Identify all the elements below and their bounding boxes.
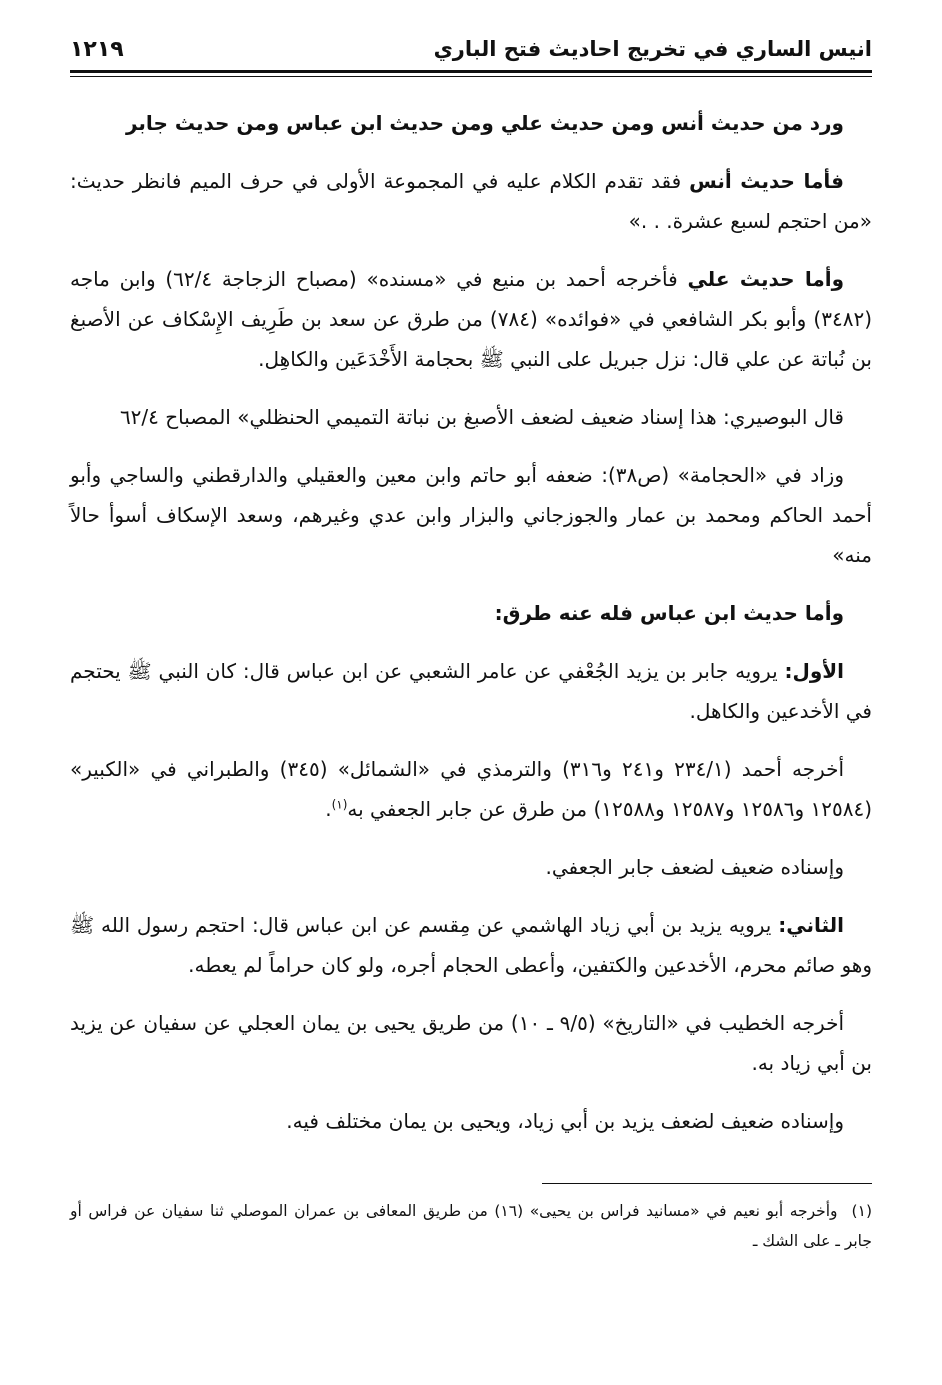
paragraph-ahmad (70, 749, 872, 829)
paragraph-ibn-abbas-heading (70, 593, 872, 633)
paragraph-second-route (70, 905, 872, 985)
text-second: يرويه يزيد بن أبي زياد الهاشمي عن مِقسم عن ابن عباس قال: احتجم رسول الله ﷺ وهو صائم محرم، الأخدعين والكتفين، وأعطى الحجام أجره، ولو كان حراماً لم يعطه. (70, 913, 872, 977)
text-khatib: أخرجه الخطيب في «التاريخ» (٩/٥ ـ ١٠) من طريق يحيى بن يمان العجلي عن سفيان عن يزيد بن أبي زياد به. (70, 1011, 872, 1075)
text-ahmad: أخرجه أحمد (٢٣٤/١ و٢٤١ و٣١٦) والترمذي في «الشمائل» (٣٤٥) والطبراني في «الكبير» (١٢٥٨٤ و١٢٥٨٦ و١٢٥٨٧ و١٢٥٨٨) من طرق عن جابر الجعفي به (70, 757, 872, 821)
paragraph-first-route (70, 651, 872, 731)
page-number: ١٢١٩ (70, 36, 124, 62)
text-jabir-weak: وإسناده ضعيف لضعف جابر الجعفي. (545, 855, 844, 879)
text-anas: فقد تقدم الكلام عليه في المجموعة الأولى في حرف الميم فانظر حديث: «من احتجم لسبع عشرة. . .» (70, 169, 872, 233)
paragraph-jabir-weak (70, 847, 872, 887)
lead-ali: وأما حديث علي (687, 267, 844, 291)
paragraph-ali (70, 259, 872, 379)
paragraph-anas (70, 161, 872, 241)
page-header (70, 30, 872, 68)
footnote-separator (542, 1183, 872, 1184)
footnote-ref[interactable]: (١) (331, 797, 348, 812)
lead-first: الأول: (784, 659, 844, 683)
text-first: يرويه جابر بن يزيد الجُعْفي عن عامر الشعبي عن ابن عباس قال: كان النبي ﷺ يحتجم في الأخدعين والكاهل. (70, 659, 872, 723)
text-busiri: قال البوصيري: هذا إسناد ضعيف لضعف الأصبغ بن نباتة التميمي الحنظلي» المصباح ٦٢/٤ (119, 405, 844, 429)
paragraph-intro-text: ورد من حديث أنس ومن حديث علي ومن حديث ابن عباس ومن حديث جابر (125, 111, 844, 135)
text-ahmad-tail: . (325, 797, 332, 821)
paragraph-hijama (70, 455, 872, 575)
lead-ibn-abbas: وأما حديث ابن عباس فله عنه طرق: (494, 601, 844, 625)
paragraph-busiri (70, 397, 872, 437)
text-hijama: وزاد في «الحجامة» (ص٣٨): ضعفه أبو حاتم وابن معين والعقيلي والدارقطني والساجي وأبو أحمد الحاكم ومحمد بن عمار والجوزجاني والبزار وابن عدي وغيرهم، وسعد الإسكاف أسوأ حالاً منه» (70, 463, 872, 567)
running-title: انيس الساري في تخريج احاديث فتح الباري (433, 37, 872, 61)
text-ali: فأخرجه أحمد بن منيع في «مسنده» (مصباح الزجاجة ٦٢/٤) وابن ماجه (٣٤٨٢) وأبو بكر الشافعي في «فوائده» (٧٨٤) من طرق عن سعد بن طَرِيف الإِسْكاف عن الأصبغ بن نُباتة عن علي قال: نزل جبريل على النبي ﷺ بحجامة الأَخْدَعَين والكاهِل. (70, 267, 872, 371)
paragraph-yazid-weak (70, 1101, 872, 1141)
paragraph-khatib (70, 1003, 872, 1083)
lead-anas: فأما حديث أنس (689, 169, 844, 193)
text-yazid-weak: وإسناده ضعيف لضعف يزيد بن أبي زياد، ويحيى بن يمان مختلف فيه. (286, 1109, 844, 1133)
header-rule-thin (70, 76, 872, 77)
footnote-text: وأخرجه أبو نعيم في «مسانيد فراس بن يحيى» (١٦) من طريق المعافى بن عمران الموصلي ثنا سفيان عن فراس أو جابر ـ على الشك ـ (70, 1202, 872, 1250)
footnote-number: (١) (851, 1202, 872, 1220)
page-body (70, 103, 872, 1141)
header-rule (70, 70, 872, 73)
paragraph-intro (70, 103, 872, 143)
lead-second: الثاني: (778, 913, 844, 937)
footnote (70, 1196, 872, 1256)
